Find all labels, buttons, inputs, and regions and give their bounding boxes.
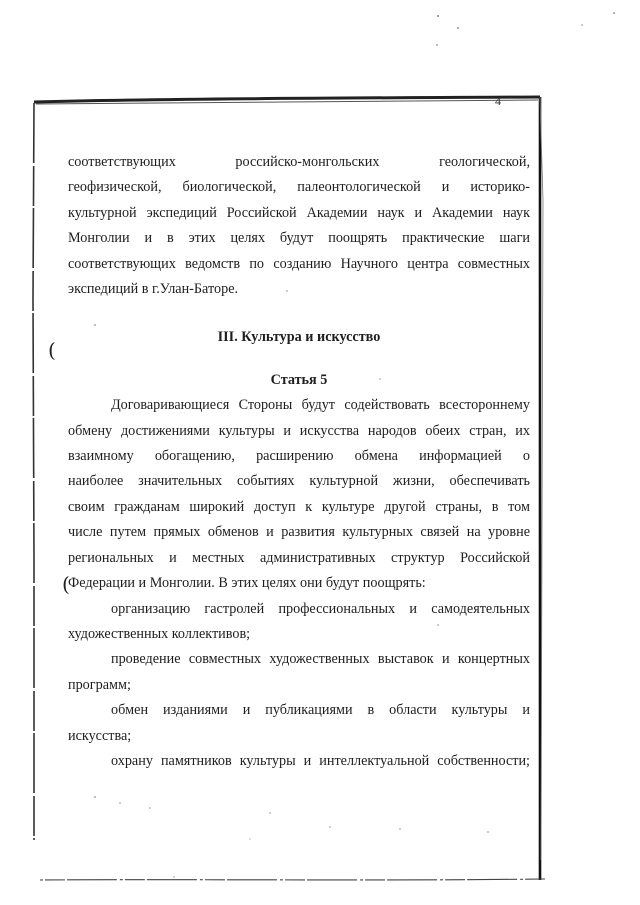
list-item xyxy=(68,698,530,749)
text-line: проведение совместных художественных выставок и концертных xyxy=(111,651,530,668)
text-line: наиболее значительных событиях культурной жизни, обеспечивать xyxy=(68,473,530,490)
text-line: числе путем прямых обменов и развития культурных связей на уровне xyxy=(68,524,530,541)
article-title: Статья 5 xyxy=(270,371,328,388)
text-line: взаимному обогащению, расширению обмена информацией о xyxy=(68,448,530,465)
text-line: своим гражданам широкий доступ к культуре другой страны, в том xyxy=(68,498,530,515)
text-line: организацию гастролей профессиональных и самодеятельных xyxy=(111,600,530,617)
text-line: соответствующих ведомств по созданию Научного центра совместных xyxy=(68,255,530,272)
text-line: обмену достижениями культуры и искусства народов обеих стран, их xyxy=(68,422,530,439)
article-paragraph xyxy=(68,393,530,596)
margin-mark: ( xyxy=(48,338,56,362)
text-line: Федерации и Монголии. В этих целях они будут поощрять: xyxy=(68,575,426,592)
margin-mark: ( xyxy=(62,572,70,596)
text-line: культурной экспедиций Российской Академии наук и Академии наук xyxy=(68,204,530,221)
list-item xyxy=(68,597,530,648)
text-line: искусства; xyxy=(68,727,132,744)
text-line: обмен изданиями и публикациями в области культуры и xyxy=(111,702,530,719)
document-body xyxy=(68,150,530,774)
text-line: геофизической, биологической, палеонтологической и историко- xyxy=(68,179,530,196)
text-line: Договаривающиеся Стороны будут содействовать всестороннему xyxy=(111,397,530,414)
text-line: Монголии и в этих целях будут поощрять практические шаги xyxy=(68,230,530,247)
text-line: региональных и местных административных структур Российской xyxy=(68,549,530,566)
continuation-paragraph xyxy=(68,150,530,302)
text-line: художественных коллективов; xyxy=(68,625,251,642)
section-title: III. Культура и искусство xyxy=(217,329,381,346)
list-item xyxy=(68,647,530,698)
text-line: соответствующих российско-монгольских геологической, xyxy=(68,154,530,170)
text-line: экспедиций в г.Улан-Баторе. xyxy=(68,281,239,298)
text-line: охрану памятников культуры и интеллектуальной собственности; xyxy=(111,752,530,769)
list-item xyxy=(68,749,530,774)
page-number: 4 xyxy=(495,94,501,108)
text-line: программ; xyxy=(68,676,131,693)
